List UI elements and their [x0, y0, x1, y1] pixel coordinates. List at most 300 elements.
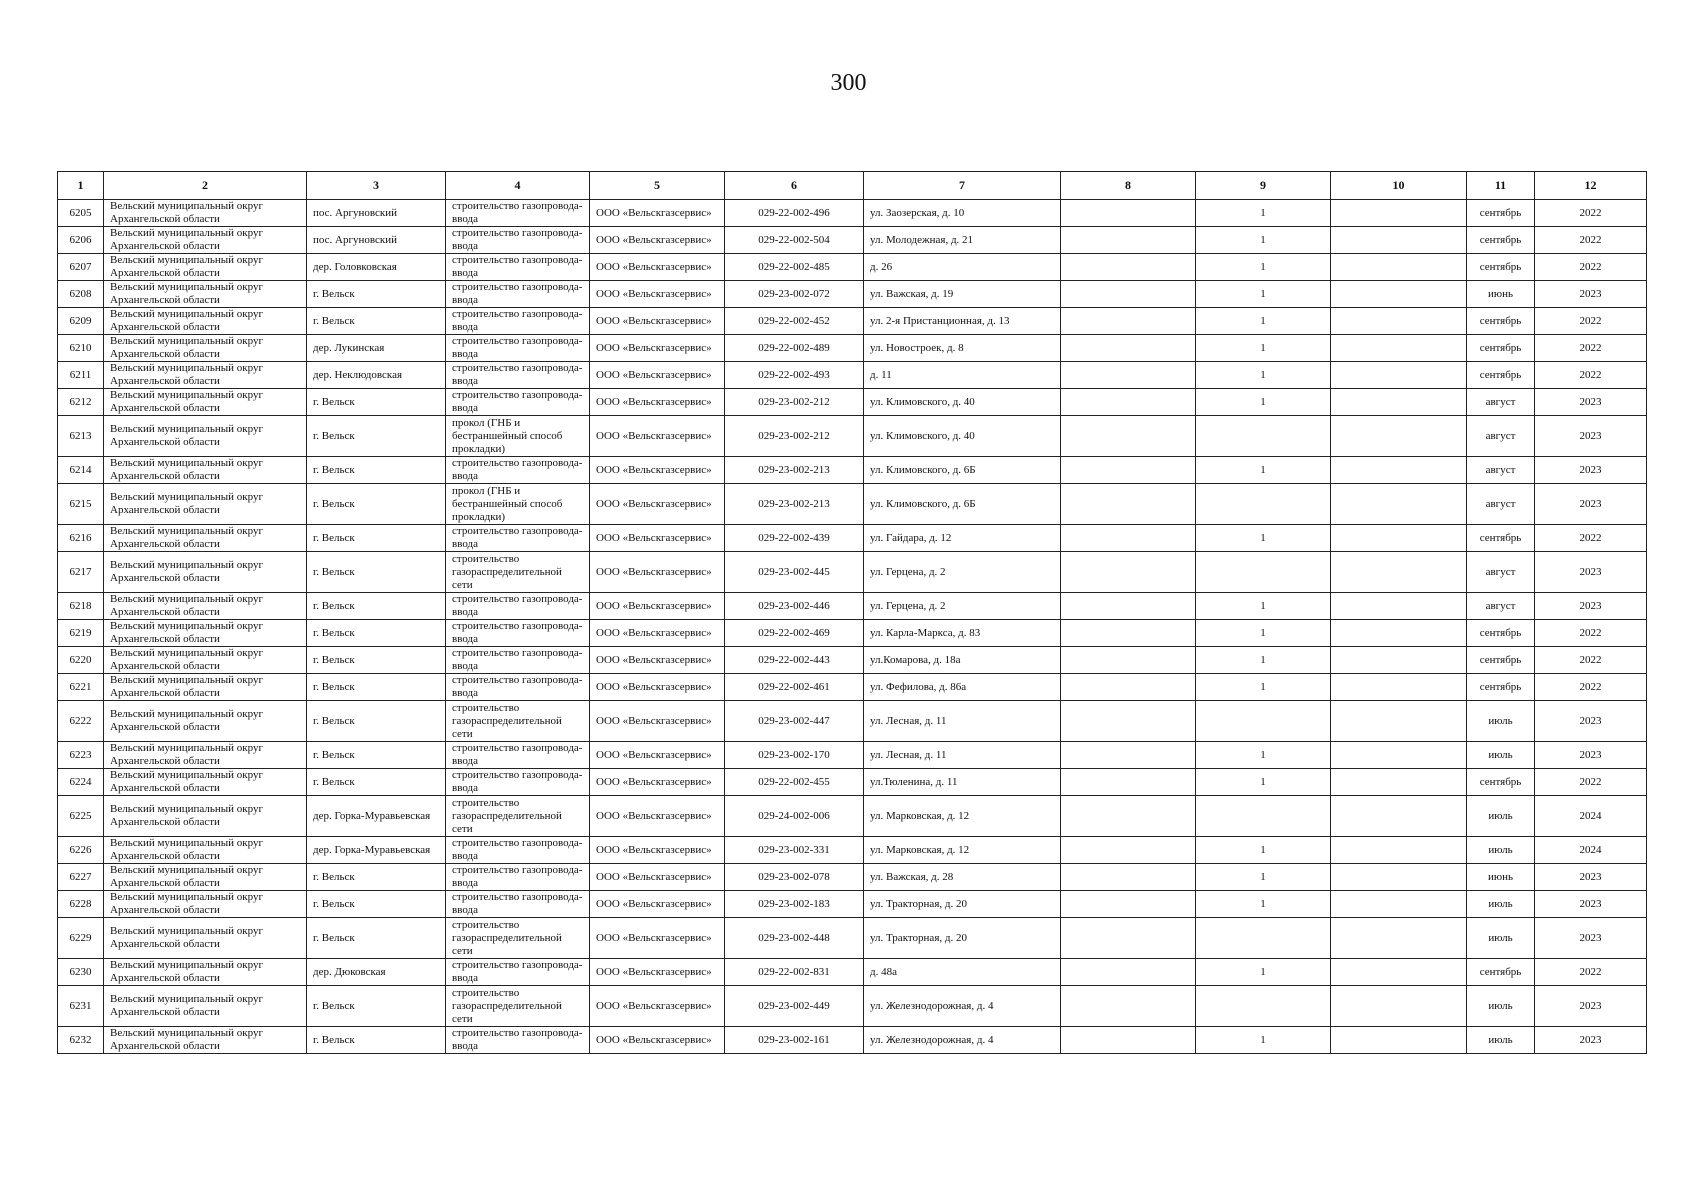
column-10-cell [1331, 308, 1467, 335]
year-cell: 2022 [1535, 227, 1647, 254]
table-row [58, 525, 1647, 552]
quantity-cell: 1 [1196, 959, 1331, 986]
address-cell: д. 48а [864, 959, 1061, 986]
row-number-cell: 6208 [58, 281, 104, 308]
column-10-cell [1331, 986, 1467, 1027]
municipality-cell: Вельский муниципальный округ Архангельской области [104, 457, 307, 484]
address-cell: ул. Марковская, д. 12 [864, 796, 1061, 837]
work-type-cell: строительство газопровода-ввода [446, 254, 590, 281]
month-cell: июль [1467, 1027, 1535, 1054]
row-number-cell: 6229 [58, 918, 104, 959]
locality-cell: пос. Аргуновский [307, 200, 446, 227]
address-cell: ул. Лесная, д. 11 [864, 742, 1061, 769]
locality-cell: г. Вельск [307, 389, 446, 416]
address-cell: ул. Лесная, д. 11 [864, 701, 1061, 742]
month-cell: сентябрь [1467, 335, 1535, 362]
row-number-cell: 6225 [58, 796, 104, 837]
year-cell: 2023 [1535, 742, 1647, 769]
column-10-cell [1331, 959, 1467, 986]
organization-cell: ООО «Вельскгазсервис» [590, 742, 725, 769]
organization-cell: ООО «Вельскгазсервис» [590, 416, 725, 457]
column-8-cell [1061, 918, 1196, 959]
column-8-cell [1061, 796, 1196, 837]
month-cell: июль [1467, 742, 1535, 769]
organization-cell: ООО «Вельскгазсервис» [590, 918, 725, 959]
address-cell: ул. Железнодорожная, д. 4 [864, 1027, 1061, 1054]
column-8-cell [1061, 986, 1196, 1027]
quantity-cell: 1 [1196, 525, 1331, 552]
quantity-cell: 1 [1196, 281, 1331, 308]
table-row [58, 227, 1647, 254]
locality-cell: дер. Неклюдовская [307, 362, 446, 389]
organization-cell: ООО «Вельскгазсервис» [590, 552, 725, 593]
column-10-cell [1331, 918, 1467, 959]
work-type-cell: строительство газопровода-ввода [446, 647, 590, 674]
column-8-cell [1061, 593, 1196, 620]
object-code-cell: 029-23-002-445 [725, 552, 864, 593]
municipality-cell: Вельский муниципальный округ Архангельской области [104, 620, 307, 647]
locality-cell: г. Вельск [307, 742, 446, 769]
locality-cell: дер. Горка-Муравьевская [307, 796, 446, 837]
address-cell: ул. Герцена, д. 2 [864, 552, 1061, 593]
column-8-cell [1061, 416, 1196, 457]
organization-cell: ООО «Вельскгазсервис» [590, 769, 725, 796]
year-cell: 2023 [1535, 281, 1647, 308]
column-8-cell [1061, 362, 1196, 389]
locality-cell: г. Вельск [307, 674, 446, 701]
work-type-cell: строительство газопровода-ввода [446, 525, 590, 552]
row-number-cell: 6222 [58, 701, 104, 742]
work-type-cell: строительство газораспределительной сети [446, 918, 590, 959]
column-10-cell [1331, 281, 1467, 308]
address-cell: ул. Фефилова, д. 86а [864, 674, 1061, 701]
locality-cell: г. Вельск [307, 647, 446, 674]
month-cell: август [1467, 457, 1535, 484]
table-row [58, 918, 1647, 959]
column-header: 11 [1467, 172, 1535, 200]
table-row [58, 362, 1647, 389]
municipality-cell: Вельский муниципальный округ Архангельской области [104, 281, 307, 308]
work-type-cell: строительство газопровода-ввода [446, 769, 590, 796]
row-number-cell: 6214 [58, 457, 104, 484]
column-8-cell [1061, 227, 1196, 254]
column-10-cell [1331, 227, 1467, 254]
quantity-cell [1196, 986, 1331, 1027]
object-code-cell: 029-23-002-449 [725, 986, 864, 1027]
locality-cell: г. Вельск [307, 457, 446, 484]
table-row [58, 796, 1647, 837]
municipality-cell: Вельский муниципальный округ Архангельской области [104, 200, 307, 227]
organization-cell: ООО «Вельскгазсервис» [590, 484, 725, 525]
municipality-cell: Вельский муниципальный округ Архангельской области [104, 1027, 307, 1054]
address-cell: ул. Климовского, д. 40 [864, 389, 1061, 416]
table-row [58, 484, 1647, 525]
work-type-cell: строительство газопровода-ввода [446, 308, 590, 335]
column-header: 2 [104, 172, 307, 200]
organization-cell: ООО «Вельскгазсервис» [590, 362, 725, 389]
object-code-cell: 029-23-002-183 [725, 891, 864, 918]
year-cell: 2023 [1535, 1027, 1647, 1054]
quantity-cell: 1 [1196, 674, 1331, 701]
locality-cell: г. Вельск [307, 552, 446, 593]
table-row [58, 457, 1647, 484]
object-code-cell: 029-22-002-455 [725, 769, 864, 796]
object-code-cell: 029-23-002-212 [725, 416, 864, 457]
column-8-cell [1061, 701, 1196, 742]
object-code-cell: 029-22-002-489 [725, 335, 864, 362]
locality-cell: г. Вельск [307, 484, 446, 525]
table-row [58, 891, 1647, 918]
object-code-cell: 029-23-002-213 [725, 457, 864, 484]
quantity-cell: 1 [1196, 837, 1331, 864]
address-cell: ул. 2-я Пристанционная, д. 13 [864, 308, 1061, 335]
table-row [58, 837, 1647, 864]
organization-cell: ООО «Вельскгазсервис» [590, 457, 725, 484]
quantity-cell: 1 [1196, 864, 1331, 891]
organization-cell: ООО «Вельскгазсервис» [590, 593, 725, 620]
column-header: 6 [725, 172, 864, 200]
year-cell: 2022 [1535, 769, 1647, 796]
municipality-cell: Вельский муниципальный округ Архангельской области [104, 227, 307, 254]
column-header: 1 [58, 172, 104, 200]
column-10-cell [1331, 416, 1467, 457]
work-type-cell: строительство газораспределительной сети [446, 701, 590, 742]
municipality-cell: Вельский муниципальный округ Архангельской области [104, 593, 307, 620]
municipality-cell: Вельский муниципальный округ Архангельской области [104, 254, 307, 281]
municipality-cell: Вельский муниципальный округ Архангельской области [104, 796, 307, 837]
quantity-cell [1196, 416, 1331, 457]
year-cell: 2022 [1535, 647, 1647, 674]
quantity-cell: 1 [1196, 200, 1331, 227]
work-type-cell: строительство газопровода-ввода [446, 362, 590, 389]
table-row [58, 593, 1647, 620]
column-8-cell [1061, 457, 1196, 484]
year-cell: 2022 [1535, 620, 1647, 647]
row-number-cell: 6217 [58, 552, 104, 593]
table-row [58, 986, 1647, 1027]
object-code-cell: 029-22-002-443 [725, 647, 864, 674]
column-header: 4 [446, 172, 590, 200]
month-cell: июль [1467, 891, 1535, 918]
column-8-cell [1061, 891, 1196, 918]
column-10-cell [1331, 837, 1467, 864]
table-row [58, 335, 1647, 362]
year-cell: 2024 [1535, 837, 1647, 864]
row-number-cell: 6223 [58, 742, 104, 769]
data-table [57, 171, 1647, 1054]
object-code-cell: 029-23-002-078 [725, 864, 864, 891]
table-row [58, 254, 1647, 281]
table-row [58, 674, 1647, 701]
year-cell: 2022 [1535, 308, 1647, 335]
column-10-cell [1331, 769, 1467, 796]
work-type-cell: строительство газораспределительной сети [446, 796, 590, 837]
work-type-cell: строительство газопровода-ввода [446, 335, 590, 362]
address-cell: ул.Тюленина, д. 11 [864, 769, 1061, 796]
year-cell: 2022 [1535, 200, 1647, 227]
municipality-cell: Вельский муниципальный округ Архангельской области [104, 389, 307, 416]
column-10-cell [1331, 864, 1467, 891]
year-cell: 2023 [1535, 389, 1647, 416]
row-number-cell: 6226 [58, 837, 104, 864]
organization-cell: ООО «Вельскгазсервис» [590, 620, 725, 647]
quantity-cell: 1 [1196, 769, 1331, 796]
work-type-cell: строительство газопровода-ввода [446, 959, 590, 986]
locality-cell: г. Вельск [307, 1027, 446, 1054]
municipality-cell: Вельский муниципальный округ Архангельской области [104, 864, 307, 891]
quantity-cell: 1 [1196, 593, 1331, 620]
column-8-cell [1061, 1027, 1196, 1054]
column-header: 5 [590, 172, 725, 200]
column-10-cell [1331, 593, 1467, 620]
object-code-cell: 029-23-002-447 [725, 701, 864, 742]
work-type-cell: строительство газопровода-ввода [446, 227, 590, 254]
object-code-cell: 029-24-002-006 [725, 796, 864, 837]
municipality-cell: Вельский муниципальный округ Архангельской области [104, 552, 307, 593]
column-header: 8 [1061, 172, 1196, 200]
table-row [58, 281, 1647, 308]
object-code-cell: 029-22-002-485 [725, 254, 864, 281]
address-cell: ул. Климовского, д. 6Б [864, 457, 1061, 484]
month-cell: июль [1467, 986, 1535, 1027]
municipality-cell: Вельский муниципальный округ Архангельской области [104, 742, 307, 769]
object-code-cell: 029-22-002-496 [725, 200, 864, 227]
address-cell: ул. Важская, д. 28 [864, 864, 1061, 891]
month-cell: июль [1467, 918, 1535, 959]
row-number-cell: 6230 [58, 959, 104, 986]
table-row [58, 620, 1647, 647]
table-row [58, 308, 1647, 335]
column-header: 7 [864, 172, 1061, 200]
row-number-cell: 6219 [58, 620, 104, 647]
row-number-cell: 6216 [58, 525, 104, 552]
municipality-cell: Вельский муниципальный округ Архангельской области [104, 891, 307, 918]
organization-cell: ООО «Вельскгазсервис» [590, 281, 725, 308]
municipality-cell: Вельский муниципальный округ Архангельской области [104, 986, 307, 1027]
row-number-cell: 6231 [58, 986, 104, 1027]
locality-cell: дер. Дюковская [307, 959, 446, 986]
month-cell: сентябрь [1467, 308, 1535, 335]
month-cell: июль [1467, 796, 1535, 837]
table-row [58, 1027, 1647, 1054]
address-cell: ул. Железнодорожная, д. 4 [864, 986, 1061, 1027]
object-code-cell: 029-23-002-213 [725, 484, 864, 525]
object-code-cell: 029-22-002-439 [725, 525, 864, 552]
organization-cell: ООО «Вельскгазсервис» [590, 864, 725, 891]
address-cell: ул. Марковская, д. 12 [864, 837, 1061, 864]
column-8-cell [1061, 552, 1196, 593]
object-code-cell: 029-22-002-504 [725, 227, 864, 254]
column-8-cell [1061, 864, 1196, 891]
year-cell: 2023 [1535, 986, 1647, 1027]
address-cell: ул. Гайдара, д. 12 [864, 525, 1061, 552]
column-8-cell [1061, 837, 1196, 864]
month-cell: июль [1467, 837, 1535, 864]
organization-cell: ООО «Вельскгазсервис» [590, 959, 725, 986]
locality-cell: дер. Головковская [307, 254, 446, 281]
column-10-cell [1331, 200, 1467, 227]
column-10-cell [1331, 891, 1467, 918]
column-8-cell [1061, 620, 1196, 647]
organization-cell: ООО «Вельскгазсервис» [590, 986, 725, 1027]
quantity-cell [1196, 552, 1331, 593]
quantity-cell [1196, 918, 1331, 959]
municipality-cell: Вельский муниципальный округ Архангельской области [104, 674, 307, 701]
municipality-cell: Вельский муниципальный округ Архангельской области [104, 484, 307, 525]
organization-cell: ООО «Вельскгазсервис» [590, 1027, 725, 1054]
municipality-cell: Вельский муниципальный округ Архангельской области [104, 335, 307, 362]
month-cell: август [1467, 593, 1535, 620]
year-cell: 2023 [1535, 457, 1647, 484]
locality-cell: дер. Лукинская [307, 335, 446, 362]
column-8-cell [1061, 200, 1196, 227]
month-cell: сентябрь [1467, 620, 1535, 647]
quantity-cell: 1 [1196, 389, 1331, 416]
work-type-cell: строительство газопровода-ввода [446, 281, 590, 308]
locality-cell: г. Вельск [307, 525, 446, 552]
address-cell: ул. Тракторная, д. 20 [864, 891, 1061, 918]
quantity-cell: 1 [1196, 647, 1331, 674]
table-row [58, 416, 1647, 457]
locality-cell: г. Вельск [307, 864, 446, 891]
organization-cell: ООО «Вельскгазсервис» [590, 674, 725, 701]
municipality-cell: Вельский муниципальный округ Архангельской области [104, 959, 307, 986]
quantity-cell [1196, 484, 1331, 525]
row-number-cell: 6227 [58, 864, 104, 891]
column-8-cell [1061, 484, 1196, 525]
quantity-cell: 1 [1196, 1027, 1331, 1054]
work-type-cell: строительство газопровода-ввода [446, 837, 590, 864]
organization-cell: ООО «Вельскгазсервис» [590, 891, 725, 918]
column-10-cell [1331, 1027, 1467, 1054]
column-8-cell [1061, 674, 1196, 701]
work-type-cell: строительство газораспределительной сети [446, 552, 590, 593]
month-cell: июнь [1467, 864, 1535, 891]
table-row [58, 552, 1647, 593]
organization-cell: ООО «Вельскгазсервис» [590, 525, 725, 552]
object-code-cell: 029-22-002-452 [725, 308, 864, 335]
quantity-cell: 1 [1196, 891, 1331, 918]
quantity-cell: 1 [1196, 457, 1331, 484]
object-code-cell: 029-23-002-331 [725, 837, 864, 864]
work-type-cell: строительство газопровода-ввода [446, 389, 590, 416]
column-10-cell [1331, 742, 1467, 769]
year-cell: 2023 [1535, 552, 1647, 593]
organization-cell: ООО «Вельскгазсервис» [590, 701, 725, 742]
column-8-cell [1061, 742, 1196, 769]
object-code-cell: 029-23-002-448 [725, 918, 864, 959]
column-header: 10 [1331, 172, 1467, 200]
organization-cell: ООО «Вельскгазсервис» [590, 308, 725, 335]
object-code-cell: 029-23-002-212 [725, 389, 864, 416]
column-10-cell [1331, 552, 1467, 593]
row-number-cell: 6206 [58, 227, 104, 254]
work-type-cell: строительство газопровода-ввода [446, 742, 590, 769]
column-8-cell [1061, 525, 1196, 552]
column-8-cell [1061, 389, 1196, 416]
year-cell: 2022 [1535, 335, 1647, 362]
page-number: 300 [830, 70, 867, 96]
quantity-cell: 1 [1196, 620, 1331, 647]
column-8-cell [1061, 769, 1196, 796]
locality-cell: г. Вельск [307, 620, 446, 647]
address-cell: ул.Комарова, д. 18а [864, 647, 1061, 674]
month-cell: август [1467, 484, 1535, 525]
month-cell: сентябрь [1467, 254, 1535, 281]
column-10-cell [1331, 620, 1467, 647]
column-10-cell [1331, 457, 1467, 484]
address-cell: ул. Герцена, д. 2 [864, 593, 1061, 620]
column-10-cell [1331, 254, 1467, 281]
locality-cell: г. Вельск [307, 986, 446, 1027]
quantity-cell: 1 [1196, 335, 1331, 362]
row-number-cell: 6232 [58, 1027, 104, 1054]
row-number-cell: 6215 [58, 484, 104, 525]
municipality-cell: Вельский муниципальный округ Архангельской области [104, 647, 307, 674]
work-type-cell: прокол (ГНБ и бестраншейный способ прокладки) [446, 416, 590, 457]
year-cell: 2022 [1535, 525, 1647, 552]
organization-cell: ООО «Вельскгазсервис» [590, 254, 725, 281]
work-type-cell: прокол (ГНБ и бестраншейный способ прокладки) [446, 484, 590, 525]
object-code-cell: 029-22-002-461 [725, 674, 864, 701]
address-cell: ул. Важская, д. 19 [864, 281, 1061, 308]
municipality-cell: Вельский муниципальный округ Архангельской области [104, 308, 307, 335]
column-8-cell [1061, 281, 1196, 308]
municipality-cell: Вельский муниципальный округ Архангельской области [104, 918, 307, 959]
column-8-cell [1061, 335, 1196, 362]
row-number-cell: 6211 [58, 362, 104, 389]
month-cell: сентябрь [1467, 525, 1535, 552]
column-10-cell [1331, 796, 1467, 837]
month-cell: август [1467, 552, 1535, 593]
column-header: 3 [307, 172, 446, 200]
column-10-cell [1331, 647, 1467, 674]
row-number-cell: 6210 [58, 335, 104, 362]
year-cell: 2022 [1535, 959, 1647, 986]
locality-cell: г. Вельск [307, 308, 446, 335]
year-cell: 2022 [1535, 674, 1647, 701]
month-cell: сентябрь [1467, 362, 1535, 389]
address-cell: ул. Климовского, д. 40 [864, 416, 1061, 457]
object-code-cell: 029-23-002-446 [725, 593, 864, 620]
locality-cell: дер. Горка-Муравьевская [307, 837, 446, 864]
month-cell: сентябрь [1467, 227, 1535, 254]
locality-cell: г. Вельск [307, 281, 446, 308]
organization-cell: ООО «Вельскгазсервис» [590, 335, 725, 362]
row-number-cell: 6221 [58, 674, 104, 701]
month-cell: сентябрь [1467, 959, 1535, 986]
column-10-cell [1331, 525, 1467, 552]
address-cell: ул. Климовского, д. 6Б [864, 484, 1061, 525]
table-row [58, 769, 1647, 796]
work-type-cell: строительство газопровода-ввода [446, 864, 590, 891]
column-10-cell [1331, 674, 1467, 701]
locality-cell: г. Вельск [307, 416, 446, 457]
quantity-cell [1196, 701, 1331, 742]
row-number-cell: 6218 [58, 593, 104, 620]
object-code-cell: 029-22-002-493 [725, 362, 864, 389]
row-number-cell: 6213 [58, 416, 104, 457]
object-code-cell: 029-22-002-469 [725, 620, 864, 647]
column-header: 12 [1535, 172, 1647, 200]
year-cell: 2023 [1535, 701, 1647, 742]
quantity-cell: 1 [1196, 254, 1331, 281]
address-cell: д. 26 [864, 254, 1061, 281]
row-number-cell: 6209 [58, 308, 104, 335]
year-cell: 2022 [1535, 362, 1647, 389]
organization-cell: ООО «Вельскгазсервис» [590, 796, 725, 837]
object-code-cell: 029-22-002-831 [725, 959, 864, 986]
